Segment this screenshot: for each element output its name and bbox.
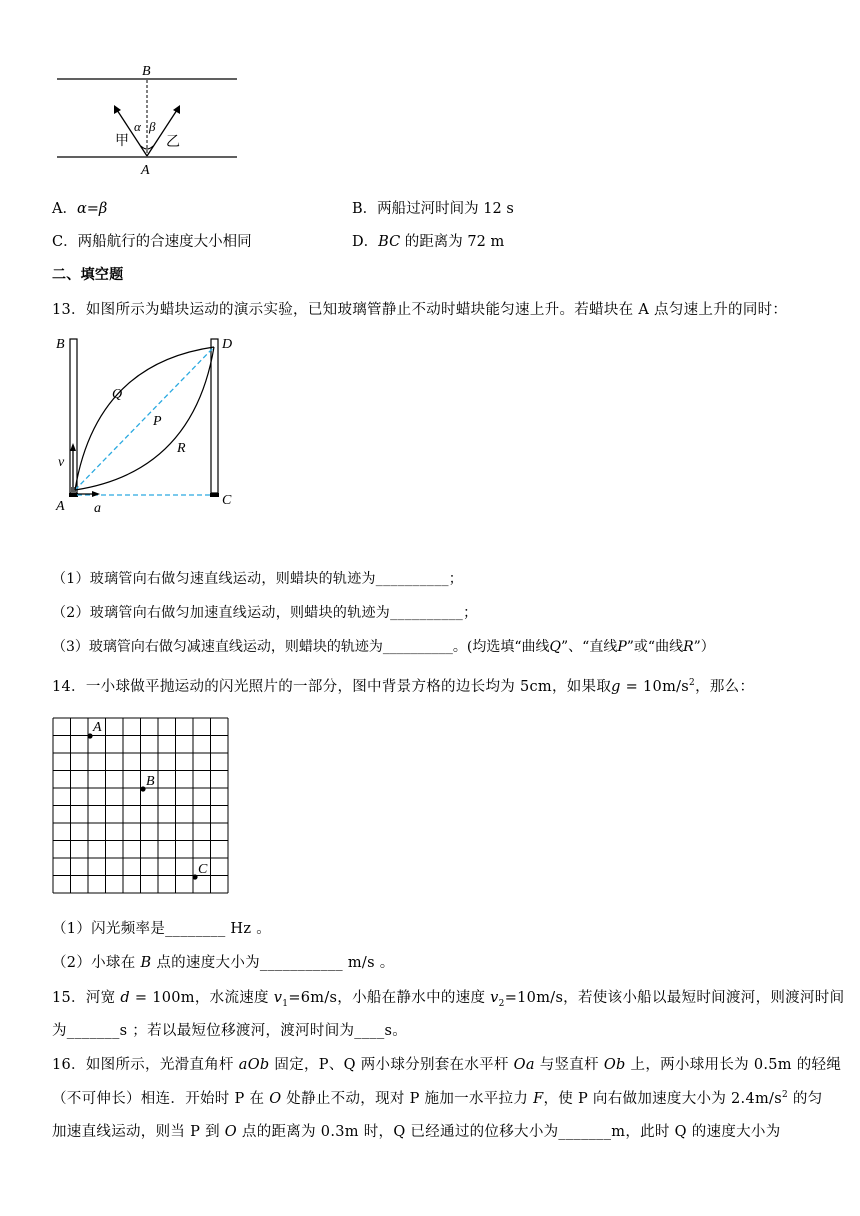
q13-sub1: （1）玻璃管向右做匀速直线运动，则蜡块的轨迹为__________； [52,571,464,587]
option-D-letter: D． [352,234,379,250]
q14-sub2: （2）小球在 B 点的速度大小为___________ m/s 。 [52,955,395,971]
option-D-text: 的距离为 72 m [400,234,505,250]
boat-yi-label: 乙 [166,135,180,150]
point-C-dot [192,874,197,879]
angle-beta-label: β [149,119,156,134]
q15-line2: 为_______s ；若以最短位移渡河，渡河时间为____s。 [52,1023,408,1039]
point-A-dot [87,733,92,738]
q14-sub1: （1）闪光频率是________ Hz 。 [52,921,272,937]
option-B-text: 两船过河时间为 12 s [377,201,514,217]
option-C-letter: C． [52,234,78,250]
q15-line1: 15．河宽 d = 100m，水流速度 $v_1=6m/s$，小船在静水中的速度 $v_2=10m/s$，若使该小船以最短时间渡河，则渡河时间 [52,990,845,1009]
q16-line2: （不可伸长）相连．开始时 P 在 O 处静止不动，现对 P 施加一水平拉力 F，使 P 向右做加速度大小为 $2.4m/s^2$ 的匀 [52,1090,823,1107]
option-A-text: α=β [76,201,108,217]
q13-s3-P: P [617,639,627,655]
section-heading: 二、填空题 [52,267,124,283]
q13-label-R: R [177,441,186,456]
option-D-bc: BC [378,234,401,250]
q13-s3-R: R [683,639,694,655]
point-B-label: B [142,64,151,79]
q13-label-A: A [56,499,65,514]
point-A-label: A [141,163,150,178]
q16-line3: 加速直线运动，则当 P 到 O 点的距离为 0.3m 时，Q 已经通过的位移大小为_______m，此时 Q 的速度大小为 [52,1124,781,1140]
q14-label-B: B [146,774,155,789]
q13-label-C: C [222,493,232,508]
q14-label-C: C [198,862,208,877]
boat-jia-label: 甲 [115,134,129,149]
q14-stem: 14．一小球做平抛运动的闪光照片的一部分，图中背景方格的边长均为 5cm，如果取$g = 10m/s^2$，那么： [52,678,755,695]
q14-label-A: A [93,720,102,735]
q13-label-P: P [153,414,162,429]
option-B-letter: B． [352,201,378,217]
option-C-text: 两船航行的合速度大小相同 [77,234,252,250]
q13-s3-Q: Q [549,639,562,655]
q13-sub3: （3）玻璃管向右做匀减速直线运动，则蜡块的轨迹为__________。(均选填“曲线Q”、“直线P”或“曲线R”） [52,639,715,655]
q13-label-v: v [58,455,65,470]
q16-line1: 16．如图所示，光滑直角杆 aOb 固定，P、Q 两小球分别套在水平杆 Oa 与竖直杆 Ob 上，两小球用长为 0.5m 的轻绳 [52,1057,842,1073]
q13-stem: 13．如图所示为蜡块运动的演示实验，已知玻璃管静止不动时蜡块能匀速上升。若蜡块在 A 点匀速上升的同时： [52,302,788,318]
q13-sub2: （2）玻璃管向右做匀加速直线运动，则蜡块的轨迹为__________； [52,605,478,621]
option-A-letter: A． [52,201,77,217]
q13-label-D: D [222,337,233,352]
q13-label-B: B [56,337,65,352]
point-B-dot [140,786,145,791]
q13-label-a: a [94,501,101,516]
angle-alpha-label: α [134,119,141,134]
q13-label-Q: Q [112,387,123,402]
